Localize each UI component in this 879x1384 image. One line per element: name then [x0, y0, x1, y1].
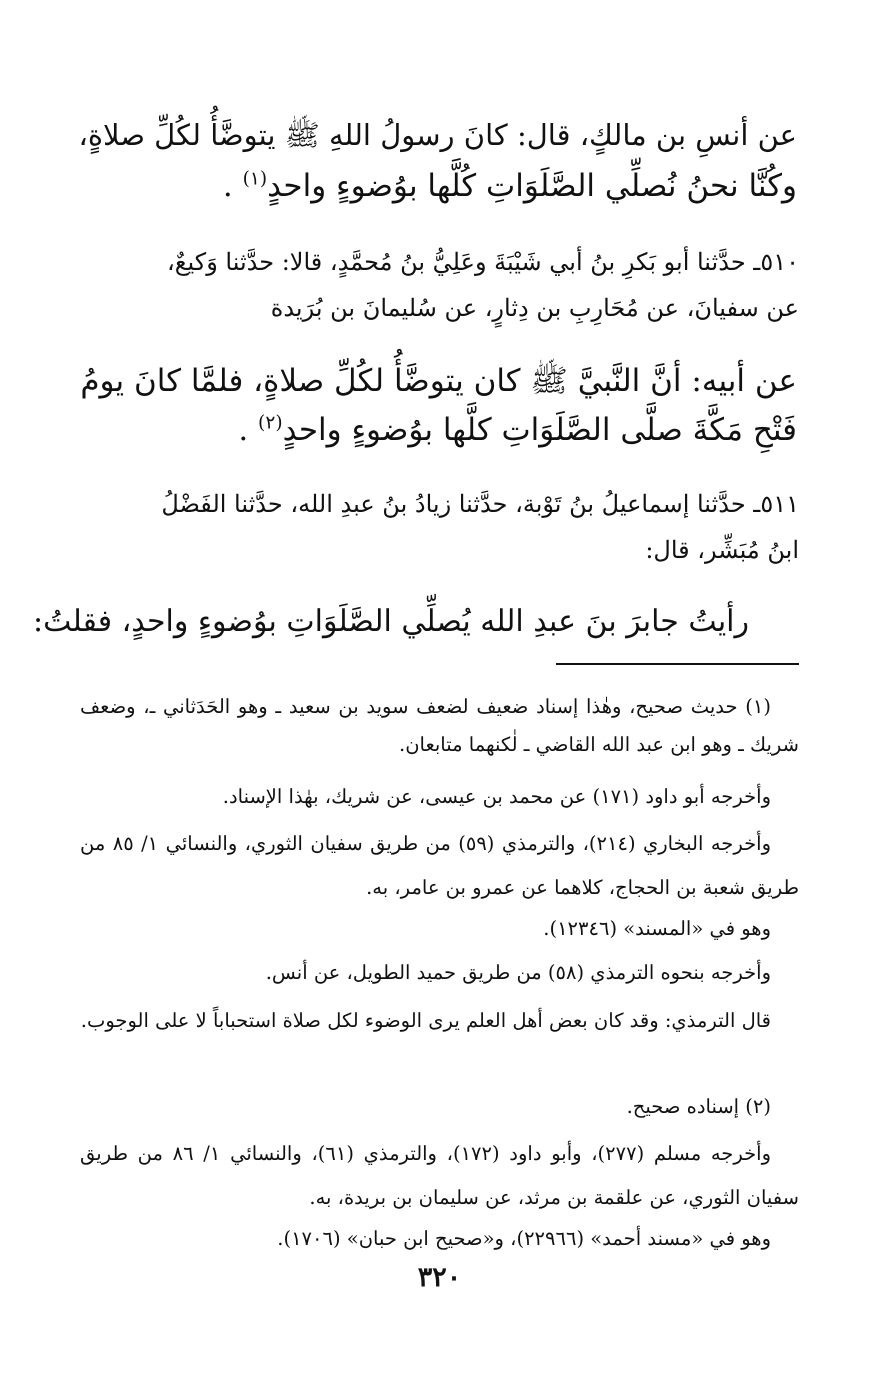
footnote-1-abu-dawud: وأخرجه أبو داود (١٧١) عن محمد بن عيسى، عن شريك، بهٰذا الإسناد.: [222, 785, 771, 808]
footnote-1-musnad: وهو في «المسند» (١٢٣٤٦).: [543, 917, 771, 940]
footnote-2-musnad-ahmad: وهو في «مسند أحمد» (٢٢٩٦٦)، و«صحيح ابن حبان» (١٧٠٦).: [277, 1227, 771, 1250]
footnote-2-muslim: وأخرجه مسلم (٢٧٧)، وأبو داود (١٧٢)، والترمذي (٦١)، والنسائي ١/ ٨٦ من طريق سفيان الثوري، عن علقمة بن مرثد، عن سليمان بن بريدة، به.: [80, 1142, 799, 1209]
hadith-509-line-2: [223, 168, 797, 204]
footnote-1-text: (١) حديث صحيح، وهٰذا إسناد ضعيف لضعف سويد بن سعيد ـ وهو الحَدَثاني ـ، وضعف شريك ـ وهو ابن عبد الله القاضي ـ لٰكنهما متابعان.: [80, 695, 799, 756]
footnote-ref-2[interactable]: (٢): [258, 412, 283, 434]
page-number: ٣٢٠: [417, 1262, 462, 1293]
hadith-511-text-line-1: رأيتُ جابرَ بنَ عبدِ الله يُصلِّي الصَّلَوَاتِ بوُضوءٍ واحدٍ، فقلتُ:: [33, 604, 749, 639]
footnote-1-bukhari: وأخرجه البخاري (٢١٤)، والترمذي (٥٩) من طريق سفيان الثوري، والنسائي ١/ ٨٥ من طريق شعبة بن الحجاج، كلاهما عن عمرو بن عامر، به.: [80, 832, 799, 899]
hadith-510-text-line-2: [238, 412, 797, 448]
hadith-511-line-2: ابنُ مُبَشِّر، قال:: [645, 536, 799, 564]
footnote-2-text: (٢) إسناده صحيح.: [626, 1095, 771, 1118]
hadith-510-text-line-2-text: فَتْحِ مَكَّةَ صلَّى الصَّلَوَاتِ كلَّها بوُضوءٍ واحدٍ: [282, 412, 797, 448]
footnote-ref-1[interactable]: (١): [242, 168, 268, 190]
hadith-509-end: .: [222, 168, 233, 204]
hadith-509-line-1: عن أنسِ بن مالكٍ، قال: كانَ رسولُ اللهِ ﷺ يتوضَّأُ لكُلِّ صلاةٍ،: [78, 118, 797, 152]
footnote-1-tirmidhi-comment: قال الترمذي: وقد كان بعض أهل العلم يرى الوضوء لكل صلاة استحباباً لا على الوجوب.: [80, 1009, 771, 1032]
hadith-510-end: .: [238, 412, 249, 448]
hadith-510-line-2: عن سفيانَ، عن مُحَارِبِ بن دِثارٍ، عن سُليمانَ بن بُرَيدة: [270, 294, 799, 322]
hadith-509-line-2-text: وكُنَّا نحنُ نُصلِّي الصَّلَوَاتِ كُلَّها بوُضوءٍ واحدٍ: [267, 168, 797, 204]
footnote-separator: [556, 663, 799, 665]
hadith-510-line-1: ٥١٠ـ حدَّثنا أبو بَكرِ بنُ أبي شَيْبَةَ وعَلِيُّ بنُ مُحمَّدٍ، قالا: حدَّثنا وَكيعٌ،: [167, 248, 799, 276]
hadith-510-text-line-1: عن أبيه: أنَّ النَّبيَّ ﷺ كان يتوضَّأُ لكُلِّ صلاةٍ، فلمَّا كانَ يومُ: [80, 363, 797, 399]
hadith-511-line-1: ٥١١ـ حدَّثنا إسماعيلُ بنُ تَوْبة، حدَّثنا زيادُ بنُ عبدِ الله، حدَّثنا الفَضْلُ: [161, 490, 799, 518]
footnote-1-tirmidhi: وأخرجه بنحوه الترمذي (٥٨) من طريق حميد الطويل، عن أنس.: [265, 961, 771, 984]
